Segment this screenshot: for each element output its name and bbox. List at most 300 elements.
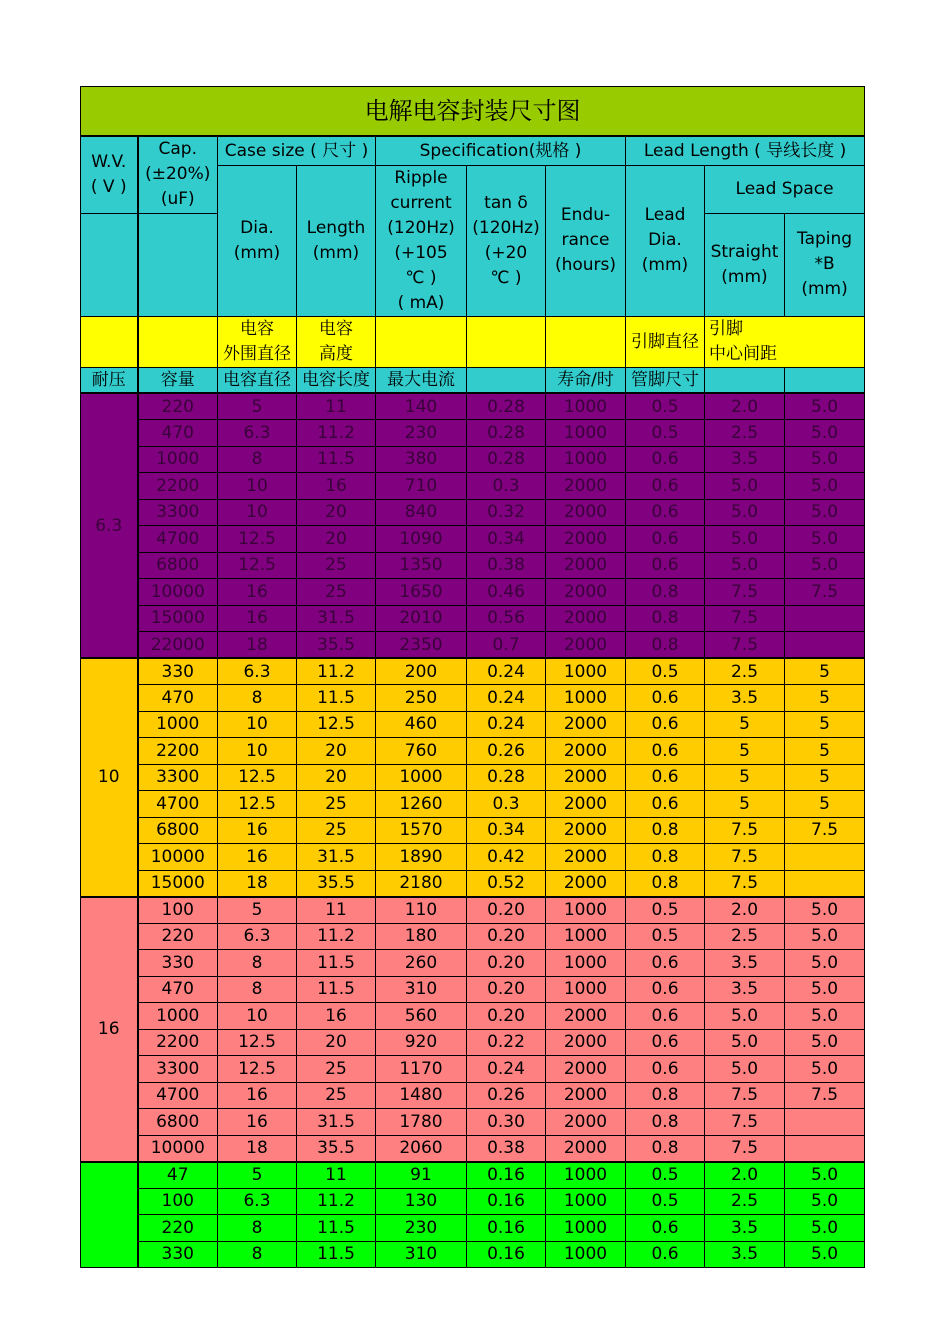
cell-tan-delta: 0.24 [467, 711, 546, 738]
cn-row2-taping [785, 367, 865, 393]
cell-taping: 5.0 [785, 393, 865, 420]
cell-ripple: 110 [376, 897, 467, 924]
cell-endurance: 1000 [546, 923, 626, 950]
cell-lead-dia: 0.5 [626, 393, 705, 420]
cell-dia: 8 [218, 976, 297, 1003]
cell-tan-delta: 0.28 [467, 393, 546, 420]
cell-length: 25 [297, 1056, 376, 1083]
cn-row1-endurance [546, 316, 626, 367]
cell-straight: 5.0 [705, 499, 785, 526]
cell-ripple: 1260 [376, 791, 467, 818]
cell-lead-dia: 0.6 [626, 552, 705, 579]
table-row [81, 711, 865, 738]
cell-tan-delta: 0.46 [467, 579, 546, 606]
cell-cap: 10000 [138, 579, 218, 606]
cn-row2-length: 电容长度 [297, 367, 376, 393]
cell-ripple: 1650 [376, 579, 467, 606]
cell-ripple: 1780 [376, 1109, 467, 1136]
cell-taping: 5 [785, 711, 865, 738]
header-taping: Taping *B (mm) [785, 213, 865, 316]
cell-ripple: 460 [376, 711, 467, 738]
cell-length: 25 [297, 552, 376, 579]
cell-straight: 7.5 [705, 844, 785, 871]
header-wv-filler [81, 213, 138, 316]
cell-cap: 4700 [138, 791, 218, 818]
table-row [81, 1215, 865, 1242]
cn-row2-dia: 电容直径 [218, 367, 297, 393]
cell-lead-dia: 0.6 [626, 738, 705, 765]
cn-row1-tan [467, 316, 546, 367]
cell-lead-dia: 0.5 [626, 658, 705, 685]
table-row [81, 976, 865, 1003]
cell-taping: 5 [785, 685, 865, 712]
header-wv: W.V. ( V ) [81, 136, 138, 213]
header-case-size: Case size ( 尺寸 ) [218, 136, 376, 165]
cell-dia: 12.5 [218, 791, 297, 818]
cell-taping [785, 1135, 865, 1162]
header-length: Length (mm) [297, 165, 376, 316]
cell-tan-delta: 0.22 [467, 1029, 546, 1056]
table-row [81, 1162, 865, 1189]
cell-ripple: 260 [376, 950, 467, 977]
cell-cap: 100 [138, 1188, 218, 1215]
cell-cap: 2200 [138, 1029, 218, 1056]
cell-straight: 5 [705, 738, 785, 765]
cell-tan-delta: 0.52 [467, 870, 546, 897]
cell-length: 11.2 [297, 923, 376, 950]
cell-length: 35.5 [297, 870, 376, 897]
cn-row2-cap: 容量 [138, 367, 218, 393]
cell-endurance: 1000 [546, 950, 626, 977]
cell-taping [785, 870, 865, 897]
cell-length: 35.5 [297, 1135, 376, 1162]
cell-ripple: 130 [376, 1188, 467, 1215]
header-lead-length: Lead Length ( 导线长度 ) [626, 136, 865, 165]
cell-length: 31.5 [297, 844, 376, 871]
cell-straight: 2.5 [705, 420, 785, 447]
cell-taping: 5 [785, 791, 865, 818]
cell-straight: 2.0 [705, 897, 785, 924]
cell-taping: 5 [785, 764, 865, 791]
cell-tan-delta: 0.28 [467, 764, 546, 791]
cell-length: 16 [297, 473, 376, 500]
cn-row1-dia: 电容 外围直径 [218, 316, 297, 367]
table-row [81, 1188, 865, 1215]
cell-tan-delta: 0.7 [467, 632, 546, 659]
cell-taping: 5.0 [785, 1162, 865, 1189]
cell-cap: 6800 [138, 552, 218, 579]
cell-dia: 12.5 [218, 1029, 297, 1056]
table-row [81, 923, 865, 950]
table-row [81, 950, 865, 977]
cell-tan-delta: 0.24 [467, 685, 546, 712]
cell-cap: 10000 [138, 844, 218, 871]
cell-lead-dia: 0.6 [626, 976, 705, 1003]
cell-endurance: 1000 [546, 976, 626, 1003]
header-lead-dia: Lead Dia. (mm) [626, 165, 705, 316]
cell-cap: 1000 [138, 1003, 218, 1030]
cell-ripple: 180 [376, 923, 467, 950]
cell-cap: 6800 [138, 1109, 218, 1136]
spec-table-body [81, 393, 865, 1268]
header-straight: Straight (mm) [705, 213, 785, 316]
cell-length: 20 [297, 1029, 376, 1056]
cell-taping: 5.0 [785, 1029, 865, 1056]
cell-straight: 5.0 [705, 1003, 785, 1030]
table-row [81, 897, 865, 924]
cell-straight: 7.5 [705, 1082, 785, 1109]
cell-endurance: 2000 [546, 526, 626, 553]
cell-length: 25 [297, 579, 376, 606]
cell-length: 16 [297, 1003, 376, 1030]
cell-ripple: 760 [376, 738, 467, 765]
cell-ripple: 310 [376, 976, 467, 1003]
cell-cap: 15000 [138, 605, 218, 632]
cell-lead-dia: 0.6 [626, 950, 705, 977]
cell-dia: 6.3 [218, 923, 297, 950]
cell-straight: 7.5 [705, 1135, 785, 1162]
cell-taping: 5.0 [785, 1215, 865, 1242]
table-row [81, 738, 865, 765]
cell-endurance: 1000 [546, 1241, 626, 1268]
cell-taping: 5.0 [785, 420, 865, 447]
cell-cap: 4700 [138, 1082, 218, 1109]
cell-cap: 15000 [138, 870, 218, 897]
table-row [81, 844, 865, 871]
cell-dia: 10 [218, 711, 297, 738]
cell-length: 11 [297, 393, 376, 420]
cell-tan-delta: 0.30 [467, 1109, 546, 1136]
cn-row2-wv: 耐压 [81, 367, 138, 393]
cell-cap: 4700 [138, 526, 218, 553]
cell-dia: 16 [218, 1082, 297, 1109]
cell-dia: 8 [218, 446, 297, 473]
cell-tan-delta: 0.42 [467, 844, 546, 871]
header-tan-delta: tan δ (120Hz) (+20 ℃ ) [467, 165, 546, 316]
cell-cap: 3300 [138, 499, 218, 526]
cell-length: 20 [297, 499, 376, 526]
header-cap-filler [138, 213, 218, 316]
cell-straight: 3.5 [705, 950, 785, 977]
cell-tan-delta: 0.20 [467, 976, 546, 1003]
cell-straight: 5.0 [705, 473, 785, 500]
cell-taping: 5.0 [785, 1188, 865, 1215]
cell-tan-delta: 0.20 [467, 950, 546, 977]
cell-straight: 3.5 [705, 976, 785, 1003]
cell-endurance: 2000 [546, 1003, 626, 1030]
cell-dia: 16 [218, 844, 297, 871]
cell-length: 11.2 [297, 658, 376, 685]
cell-cap: 220 [138, 393, 218, 420]
sheet-title: 电解电容封装尺寸图 [81, 87, 865, 137]
cell-dia: 10 [218, 499, 297, 526]
cell-lead-dia: 0.6 [626, 473, 705, 500]
voltage-group-cell: 6.3 [81, 393, 138, 658]
cell-length: 20 [297, 526, 376, 553]
cn-row2-ripple: 最大电流 [376, 367, 467, 393]
header-endurance: Endu- rance (hours) [546, 165, 626, 316]
cell-endurance: 2000 [546, 1029, 626, 1056]
cell-dia: 12.5 [218, 552, 297, 579]
cell-ripple: 1890 [376, 844, 467, 871]
cell-tan-delta: 0.24 [467, 1056, 546, 1083]
cell-dia: 6.3 [218, 420, 297, 447]
cell-cap: 22000 [138, 632, 218, 659]
table-row [81, 393, 865, 420]
cell-dia: 12.5 [218, 526, 297, 553]
cell-taping: 7.5 [785, 1082, 865, 1109]
cell-endurance: 2000 [546, 764, 626, 791]
cell-tan-delta: 0.3 [467, 473, 546, 500]
cell-straight: 5.0 [705, 552, 785, 579]
cell-ripple: 1170 [376, 1056, 467, 1083]
cell-length: 35.5 [297, 632, 376, 659]
table-row [81, 1082, 865, 1109]
cell-lead-dia: 0.8 [626, 1109, 705, 1136]
table-row [81, 446, 865, 473]
cell-ripple: 230 [376, 420, 467, 447]
cell-taping: 5.0 [785, 950, 865, 977]
cn-row1-lead-dia: 引脚直径 [626, 316, 705, 367]
cell-ripple: 1570 [376, 817, 467, 844]
cell-lead-dia: 0.6 [626, 499, 705, 526]
table-row [81, 1003, 865, 1030]
cell-straight: 3.5 [705, 1215, 785, 1242]
cell-cap: 220 [138, 1215, 218, 1242]
cell-cap: 330 [138, 658, 218, 685]
cell-taping [785, 632, 865, 659]
cell-ripple: 380 [376, 446, 467, 473]
cell-length: 25 [297, 791, 376, 818]
cell-lead-dia: 0.8 [626, 605, 705, 632]
cell-cap: 47 [138, 1162, 218, 1189]
cell-endurance: 1000 [546, 897, 626, 924]
cell-tan-delta: 0.20 [467, 897, 546, 924]
table-row [81, 1241, 865, 1268]
cell-straight: 3.5 [705, 1241, 785, 1268]
cell-taping: 5.0 [785, 1003, 865, 1030]
cell-length: 31.5 [297, 1109, 376, 1136]
cell-endurance: 2000 [546, 632, 626, 659]
cell-ripple: 560 [376, 1003, 467, 1030]
table-row [81, 420, 865, 447]
cell-lead-dia: 0.6 [626, 764, 705, 791]
cell-endurance: 2000 [546, 844, 626, 871]
cell-endurance: 2000 [546, 1082, 626, 1109]
cell-ripple: 2350 [376, 632, 467, 659]
cell-lead-dia: 0.6 [626, 1003, 705, 1030]
cell-length: 31.5 [297, 605, 376, 632]
cell-cap: 2200 [138, 738, 218, 765]
cell-dia: 8 [218, 1215, 297, 1242]
cell-tan-delta: 0.56 [467, 605, 546, 632]
cell-length: 12.5 [297, 711, 376, 738]
cell-endurance: 1000 [546, 1215, 626, 1242]
table-row [81, 1135, 865, 1162]
cell-dia: 5 [218, 393, 297, 420]
cell-ripple: 250 [376, 685, 467, 712]
cell-tan-delta: 0.16 [467, 1162, 546, 1189]
cell-tan-delta: 0.38 [467, 552, 546, 579]
cell-endurance: 2000 [546, 711, 626, 738]
cell-length: 11.5 [297, 685, 376, 712]
cell-straight: 2.5 [705, 1188, 785, 1215]
cn-row2-endurance: 寿命/时 [546, 367, 626, 393]
cell-dia: 16 [218, 1109, 297, 1136]
cell-endurance: 2000 [546, 473, 626, 500]
cell-length: 25 [297, 817, 376, 844]
table-row [81, 526, 865, 553]
cell-lead-dia: 0.8 [626, 1082, 705, 1109]
cell-lead-dia: 0.6 [626, 446, 705, 473]
table-row [81, 605, 865, 632]
cell-straight: 2.0 [705, 1162, 785, 1189]
cn-row1-cap [138, 316, 218, 367]
cell-straight: 5 [705, 711, 785, 738]
table-row [81, 632, 865, 659]
cell-straight: 3.5 [705, 685, 785, 712]
cell-length: 11.5 [297, 1215, 376, 1242]
voltage-group-cell: 16 [81, 897, 138, 1162]
header-cap: Cap. (±20%) (uF) [138, 136, 218, 213]
cell-taping: 5.0 [785, 473, 865, 500]
cell-straight: 2.0 [705, 393, 785, 420]
cell-straight: 3.5 [705, 446, 785, 473]
cell-lead-dia: 0.5 [626, 1162, 705, 1189]
cell-dia: 16 [218, 605, 297, 632]
cell-lead-dia: 0.5 [626, 1188, 705, 1215]
cell-endurance: 1000 [546, 1162, 626, 1189]
cell-lead-dia: 0.5 [626, 923, 705, 950]
cell-lead-dia: 0.8 [626, 844, 705, 871]
table-row [81, 817, 865, 844]
cell-tan-delta: 0.34 [467, 526, 546, 553]
cell-length: 25 [297, 1082, 376, 1109]
cell-cap: 3300 [138, 764, 218, 791]
cell-dia: 16 [218, 579, 297, 606]
cell-tan-delta: 0.16 [467, 1241, 546, 1268]
cell-lead-dia: 0.6 [626, 526, 705, 553]
cell-ripple: 1350 [376, 552, 467, 579]
cell-tan-delta: 0.3 [467, 791, 546, 818]
cell-ripple: 1000 [376, 764, 467, 791]
cell-lead-dia: 0.6 [626, 685, 705, 712]
cell-cap: 100 [138, 897, 218, 924]
cell-dia: 12.5 [218, 1056, 297, 1083]
cell-taping: 5.0 [785, 1056, 865, 1083]
cell-ripple: 840 [376, 499, 467, 526]
cell-endurance: 2000 [546, 499, 626, 526]
cell-tan-delta: 0.20 [467, 923, 546, 950]
cell-tan-delta: 0.34 [467, 817, 546, 844]
cell-taping: 5.0 [785, 499, 865, 526]
cell-endurance: 1000 [546, 685, 626, 712]
cell-tan-delta: 0.32 [467, 499, 546, 526]
cell-lead-dia: 0.8 [626, 817, 705, 844]
cell-dia: 5 [218, 897, 297, 924]
cell-taping: 5.0 [785, 446, 865, 473]
cell-ripple: 2060 [376, 1135, 467, 1162]
cell-endurance: 2000 [546, 817, 626, 844]
table-row [81, 1109, 865, 1136]
capacitor-spec-sheet [80, 86, 864, 1268]
cell-endurance: 2000 [546, 1135, 626, 1162]
cn-row2-lead-dia: 管脚尺寸 [626, 367, 705, 393]
header-specification: Specification(规格 ) [376, 136, 626, 165]
cell-length: 11 [297, 1162, 376, 1189]
cell-tan-delta: 0.26 [467, 1082, 546, 1109]
cell-lead-dia: 0.8 [626, 870, 705, 897]
cell-ripple: 2180 [376, 870, 467, 897]
cell-dia: 12.5 [218, 764, 297, 791]
cell-straight: 7.5 [705, 605, 785, 632]
cell-endurance: 1000 [546, 420, 626, 447]
cell-straight: 7.5 [705, 579, 785, 606]
cell-tan-delta: 0.26 [467, 738, 546, 765]
cell-lead-dia: 0.6 [626, 791, 705, 818]
cell-cap: 3300 [138, 1056, 218, 1083]
cell-taping [785, 844, 865, 871]
cell-tan-delta: 0.28 [467, 420, 546, 447]
cell-lead-dia: 0.8 [626, 579, 705, 606]
cell-lead-dia: 0.5 [626, 897, 705, 924]
capacitor-spec-table [80, 86, 865, 1268]
table-row [81, 685, 865, 712]
cn-row1-ripple [376, 316, 467, 367]
cell-endurance: 2000 [546, 1056, 626, 1083]
cell-ripple: 91 [376, 1162, 467, 1189]
cell-endurance: 2000 [546, 552, 626, 579]
cell-length: 11.2 [297, 1188, 376, 1215]
table-row [81, 1056, 865, 1083]
cell-ripple: 200 [376, 658, 467, 685]
cell-ripple: 1480 [376, 1082, 467, 1109]
cell-straight: 2.5 [705, 923, 785, 950]
cell-dia: 18 [218, 870, 297, 897]
cell-taping: 5.0 [785, 526, 865, 553]
cell-tan-delta: 0.24 [467, 658, 546, 685]
cell-length: 11.5 [297, 1241, 376, 1268]
cell-straight: 7.5 [705, 1109, 785, 1136]
cell-cap: 470 [138, 685, 218, 712]
table-row [81, 764, 865, 791]
cell-cap: 6800 [138, 817, 218, 844]
cell-endurance: 1000 [546, 393, 626, 420]
cell-taping: 5.0 [785, 552, 865, 579]
cell-taping [785, 1109, 865, 1136]
cell-tan-delta: 0.28 [467, 446, 546, 473]
cell-cap: 2200 [138, 473, 218, 500]
table-row [81, 473, 865, 500]
cn-row1-lead-space: 引脚 中心间距 [705, 316, 865, 367]
cell-endurance: 2000 [546, 579, 626, 606]
table-row [81, 1029, 865, 1056]
cell-dia: 10 [218, 473, 297, 500]
cell-ripple: 310 [376, 1241, 467, 1268]
cn-row1-length: 电容 高度 [297, 316, 376, 367]
cell-straight: 7.5 [705, 817, 785, 844]
cell-cap: 1000 [138, 711, 218, 738]
cell-lead-dia: 0.6 [626, 1029, 705, 1056]
cell-endurance: 1000 [546, 446, 626, 473]
table-row [81, 579, 865, 606]
cell-taping [785, 605, 865, 632]
cell-ripple: 710 [376, 473, 467, 500]
table-row [81, 870, 865, 897]
cell-length: 11.5 [297, 446, 376, 473]
cell-cap: 470 [138, 976, 218, 1003]
cn-row2-tan [467, 367, 546, 393]
